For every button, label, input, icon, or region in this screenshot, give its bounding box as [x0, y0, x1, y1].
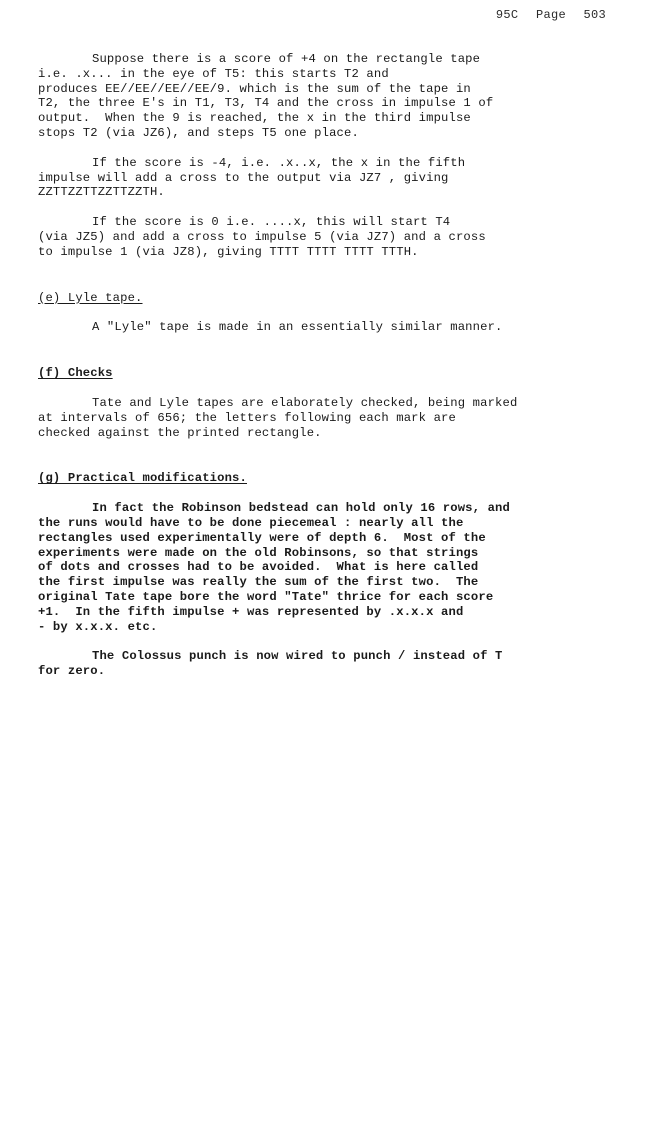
document-reference: 95C [495, 8, 519, 22]
text-line: for zero. [38, 664, 106, 679]
section-heading-checks: (f) Checks [38, 366, 113, 381]
text-line: the first impulse was really the sum of the first two. The [38, 575, 479, 590]
text-line: The Colossus punch is now wired to punch / instead of T [92, 649, 503, 664]
paragraph-score-minus-four [38, 156, 608, 200]
paragraph-practical-modifications [38, 501, 608, 634]
text-line: +1. In the fifth impulse + was represented by .x.x.x and [38, 604, 464, 619]
paragraph-colossus-punch [38, 649, 608, 679]
text-line: stops T2 (via JZ6), and steps T5 one place. [38, 125, 359, 140]
text-line: produces EE//EE//EE//EE/9. which is the sum of the tape in [38, 81, 471, 96]
paragraph-score-zero [38, 215, 608, 259]
text-line: i.e. .x... in the eye of T5: this starts T2 and [38, 66, 389, 81]
paragraph-lyle-tape [38, 320, 608, 335]
text-line: of dots and crosses had to be avoided. What is here called [38, 560, 479, 575]
document-body [38, 52, 608, 694]
text-line: impulse will add a cross to the output via JZ7 , giving [38, 170, 449, 185]
text-line: In fact the Robinson bedstead can hold only 16 rows, and [92, 501, 510, 516]
text-line: T2, the three E's in T1, T3, T4 and the cross in impulse 1 of [38, 96, 494, 111]
text-line: Suppose there is a score of +4 on the rectangle tape [92, 52, 481, 66]
text-line: If the score is -4, i.e. .x..x, the x in the fifth [92, 155, 466, 170]
text-line: ZZTTZZTTZZTTZZTH. [38, 185, 165, 200]
text-line: - by x.x.x. etc. [38, 619, 158, 634]
text-line: checked against the printed rectangle. [38, 425, 322, 440]
text-line: If the score is 0 i.e. ....x, this will start T4 [92, 215, 451, 230]
text-line: the runs would have to be done piecemeal : nearly all the [38, 515, 464, 530]
text-line: Tate and Lyle tapes are elaborately checked, being marked [92, 395, 518, 410]
page-header [486, 8, 606, 22]
text-line: (via JZ5) and add a cross to impulse 5 (via JZ7) and a cross [38, 229, 486, 244]
page-number: 503 [583, 8, 606, 22]
text-line: experiments were made on the old Robinsons, so that strings [38, 545, 479, 560]
section-heading-practical-modifications: (g) Practical modifications. [38, 471, 247, 486]
text-line: rectangles used experimentally were of depth 6. Most of the [38, 530, 486, 545]
section-heading-lyle-tape: (e) Lyle tape. [38, 290, 143, 305]
text-line: at intervals of 656; the letters following each mark are [38, 410, 456, 425]
page-label: Page [535, 8, 566, 22]
text-line: output. When the 9 is reached, the x in the third impulse [38, 111, 471, 126]
text-line: original Tate tape bore the word "Tate" thrice for each score [38, 589, 494, 604]
text-line: A "Lyle" tape is made in an essentially similar manner. [92, 320, 503, 335]
text-line: to impulse 1 (via JZ8), giving TTTT TTTT TTTT TTTH. [38, 244, 419, 259]
paragraph-checks [38, 396, 608, 440]
paragraph-score-plus-four [38, 52, 608, 141]
